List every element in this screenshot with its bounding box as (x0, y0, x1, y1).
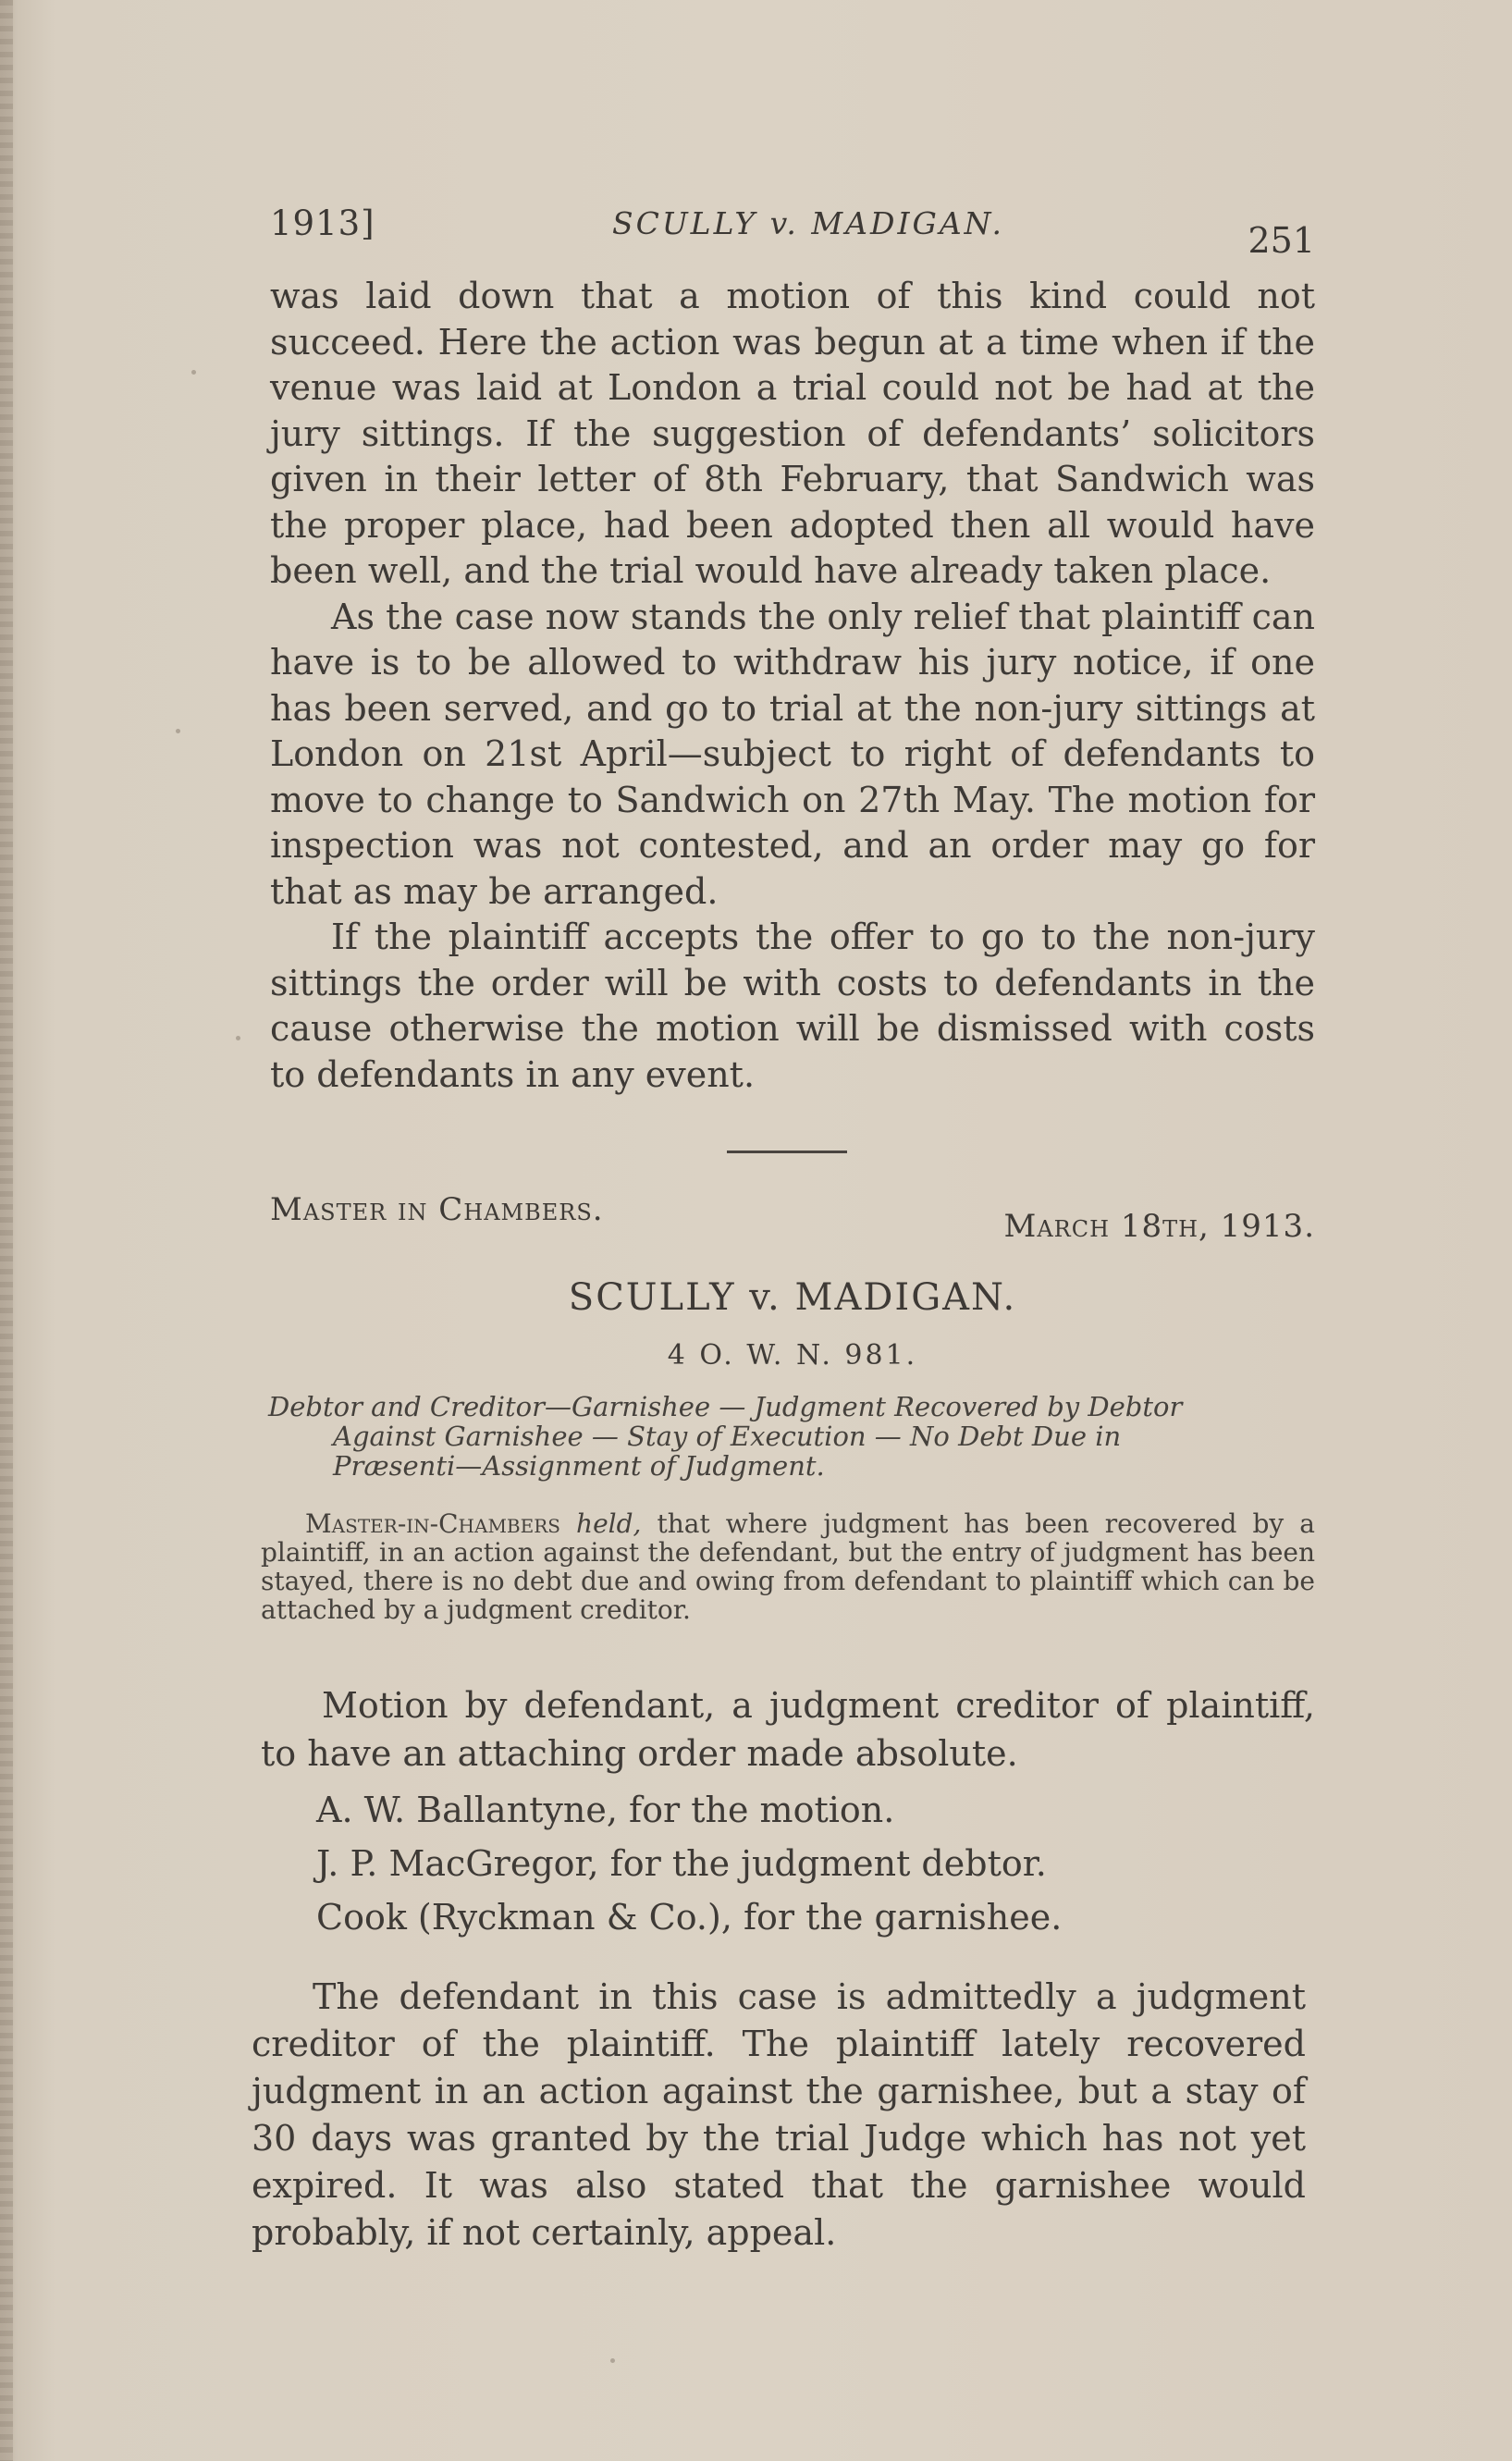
paper-speck (176, 729, 180, 733)
header-year: 1913] (270, 203, 375, 243)
continued-judgment (270, 274, 1315, 1098)
section-divider (727, 1151, 847, 1153)
header-running-title: SCULLY v. MADIGAN. (612, 205, 1004, 241)
counsel-entry: A. W. Ballantyne, for the motion. (316, 1790, 895, 1830)
paragraph-3: If the plaintiff accepts the offer to go to the non-jury sittings the order will be with costs to defendants in the cause otherwise the motion will be dismissed with costs to defendants in any event. (270, 917, 1315, 1095)
headnote (268, 1392, 1318, 1481)
proceedings (261, 1681, 1315, 1944)
court-name: Master in Chambers. (270, 1191, 604, 1228)
opening-paragraph: The defendant in this case is admittedly a judgment creditor of the plaintiff. The plaintiff lately recovered judgment in an action against the garnishee, but a stay of 30 days was granted by the trial Judge which has not yet expired. It was also stated that the garnishee would probably, if not certainly, appeal. (252, 1976, 1306, 2253)
page-number: 251 (1248, 220, 1315, 261)
case-citation: 4 O. W. N. 981. (667, 1339, 918, 1372)
held-summary (261, 1509, 1315, 1624)
paragraph-2: As the case now stands the only relief that plaintiff can have is to be allowed to withdraw his jury notice, if one has been served, and go to trial at the non-jury sittings at London on 21st April—subject to right of defendants to move to change to Sandwich on 27th May. The motion for inspection was not contested, and an order may go for that as may be arranged. (270, 596, 1315, 912)
counsel-list (261, 1783, 1315, 1944)
counsel-entry: J. P. MacGregor, for the judgment debtor. (316, 1843, 1047, 1884)
motion-text: Motion by defendant, a judgment creditor of plaintiff, to have an attaching order made absolute. (261, 1685, 1315, 1774)
paragraph-1: was laid down that a motion of this kind could not succeed. Here the action was begun at a time when if the venue was laid at London a trial could not be had at the jury sittings. If the suggestion of defendants’ solicitors given in their letter of 8th February, that Sandwich was the proper place, had been adopted then all would have been well, and the trial would have already taken place. (270, 276, 1315, 591)
held-lead: Master-in-Chambers (305, 1508, 560, 1539)
headnote-line: Præsenti—Assignment of Judgment. (333, 1450, 825, 1482)
headnote-line: Against Garnishee — Stay of Execution — No Debt Due in (333, 1421, 1122, 1452)
page-edge (0, 0, 13, 2461)
decision-date: March 18th, 1913. (1003, 1208, 1315, 1245)
running-header (270, 196, 1315, 261)
paper-speck (610, 2358, 615, 2363)
paper-speck (236, 1036, 240, 1040)
opinion-opening (252, 1974, 1306, 2257)
counsel-entry: Cook (Ryckman & Co.), for the garnishee. (316, 1897, 1063, 1938)
case-meta (270, 1191, 1315, 1245)
held-word: held, (576, 1508, 642, 1539)
paper-speck (191, 370, 196, 375)
case-title: SCULLY v. MADIGAN. (568, 1276, 1017, 1319)
held-text: that where judgment has been recovered by a plaintiff, in an action against the defendant, but the entry of judgment has been stayed, there is no debt due and owing from defendant to plaintiff which can be attached by a judgment creditor. (261, 1508, 1315, 1625)
headnote-line: Debtor and Creditor—Garnishee — Judgment Recovered by Debtor (268, 1391, 1183, 1422)
